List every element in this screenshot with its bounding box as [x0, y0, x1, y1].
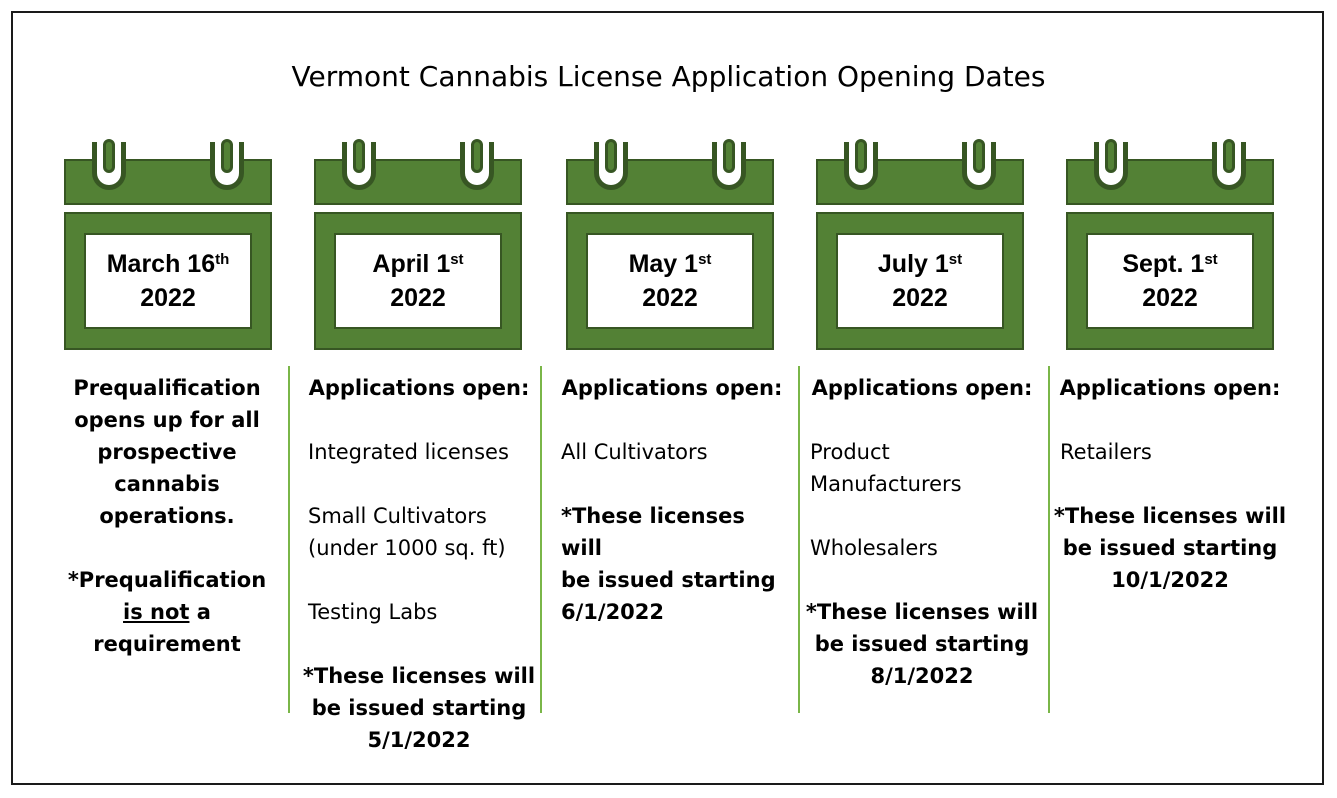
date-suffix: st	[1204, 251, 1218, 268]
license-item: Retailers	[1060, 440, 1152, 464]
calendar-body	[314, 212, 522, 350]
column-heading: Applications open:	[561, 376, 783, 400]
calendar-ring-icon	[962, 142, 996, 190]
heading-line: prospective	[97, 440, 237, 464]
license-item: Small Cultivators (under 1000 sq. ft)	[308, 504, 506, 560]
calendar-body	[566, 212, 774, 350]
calendar-year: 2022	[642, 284, 698, 312]
calendar-year: 2022	[892, 284, 948, 312]
column-sept	[1052, 372, 1288, 596]
calendar-body	[816, 212, 1024, 350]
column-prequalification	[48, 372, 286, 660]
calendar-date: Sept. 1	[1122, 250, 1205, 278]
diagram-title: Vermont Cannabis License Application Opening Dates	[291, 60, 1046, 93]
date-suffix: th	[215, 251, 230, 268]
heading-line: cannabis	[114, 472, 220, 496]
column-divider	[1048, 366, 1050, 713]
column-april	[300, 372, 538, 756]
column-divider	[288, 366, 290, 713]
calendar-date: March 16	[106, 250, 216, 278]
note-line: 8/1/2022	[870, 664, 974, 688]
calendar-date: July 1	[877, 250, 949, 278]
license-item: Wholesalers	[810, 536, 938, 560]
note-line: *These licenses will	[302, 664, 536, 688]
calendar-date-box	[334, 233, 502, 329]
calendar-ring-icon	[844, 142, 878, 190]
calendar-year: 2022	[1142, 284, 1198, 312]
license-item: Testing Labs	[308, 600, 438, 624]
calendar-ring-icon	[712, 142, 746, 190]
note-line: 6/1/2022	[561, 600, 665, 624]
calendar-date-box	[836, 233, 1004, 329]
note-line: 10/1/2022	[1111, 568, 1229, 592]
heading-line: operations.	[99, 504, 235, 528]
column-heading: Applications open:	[811, 376, 1033, 400]
calendar-sept	[1066, 142, 1274, 350]
calendar-ring-icon	[210, 142, 244, 190]
calendar-date: April 1	[372, 250, 451, 278]
heading-line: Prequalification	[73, 376, 261, 400]
calendar-date-box	[1086, 233, 1254, 329]
column-july	[802, 372, 1042, 692]
calendar-may	[566, 142, 774, 350]
column-divider	[540, 366, 542, 713]
calendar-ring-icon	[1094, 142, 1128, 190]
note-line: *These licenses will	[1053, 504, 1287, 528]
calendar-april	[314, 142, 522, 350]
calendar-body	[1066, 212, 1274, 350]
calendar-date-box	[84, 233, 252, 329]
calendar-ring-icon	[92, 142, 126, 190]
note-line: be issued starting	[814, 632, 1030, 656]
calendar-ring-icon	[594, 142, 628, 190]
note-line: requirement	[93, 632, 241, 656]
calendar-date-box	[586, 233, 754, 329]
note-line: *These licenses will	[561, 504, 745, 560]
calendar-date: May 1	[628, 250, 699, 278]
calendar-ring-icon	[460, 142, 494, 190]
calendar-year: 2022	[140, 284, 196, 312]
column-divider	[798, 366, 800, 713]
calendar-body	[64, 212, 272, 350]
license-item: Integrated licenses	[308, 440, 509, 464]
date-suffix: st	[948, 251, 963, 268]
column-heading: Applications open:	[1059, 376, 1281, 400]
license-item: All Cultivators	[561, 440, 708, 464]
calendar-year: 2022	[390, 284, 446, 312]
note-line	[48, 596, 286, 628]
heading-line: opens up for all	[74, 408, 260, 432]
note-line: 5/1/2022	[367, 728, 471, 752]
note-line: *These licenses will	[805, 600, 1039, 624]
note-line: be issued starting	[561, 568, 776, 592]
column-may	[552, 372, 792, 628]
date-suffix: st	[698, 251, 712, 268]
calendar-march	[64, 142, 272, 350]
calendar-ring-icon	[1212, 142, 1246, 190]
calendar-july	[816, 142, 1024, 350]
note-underlined: is not	[123, 600, 190, 624]
note-after: a	[189, 600, 211, 624]
date-suffix: st	[450, 251, 464, 268]
calendar-ring-icon	[342, 142, 376, 190]
note-line: *Prequalification	[67, 568, 267, 592]
note-line: be issued starting	[1062, 536, 1278, 560]
column-heading: Applications open:	[308, 376, 530, 400]
license-item: Product Manufacturers	[810, 440, 962, 496]
note-line: be issued starting	[311, 696, 527, 720]
